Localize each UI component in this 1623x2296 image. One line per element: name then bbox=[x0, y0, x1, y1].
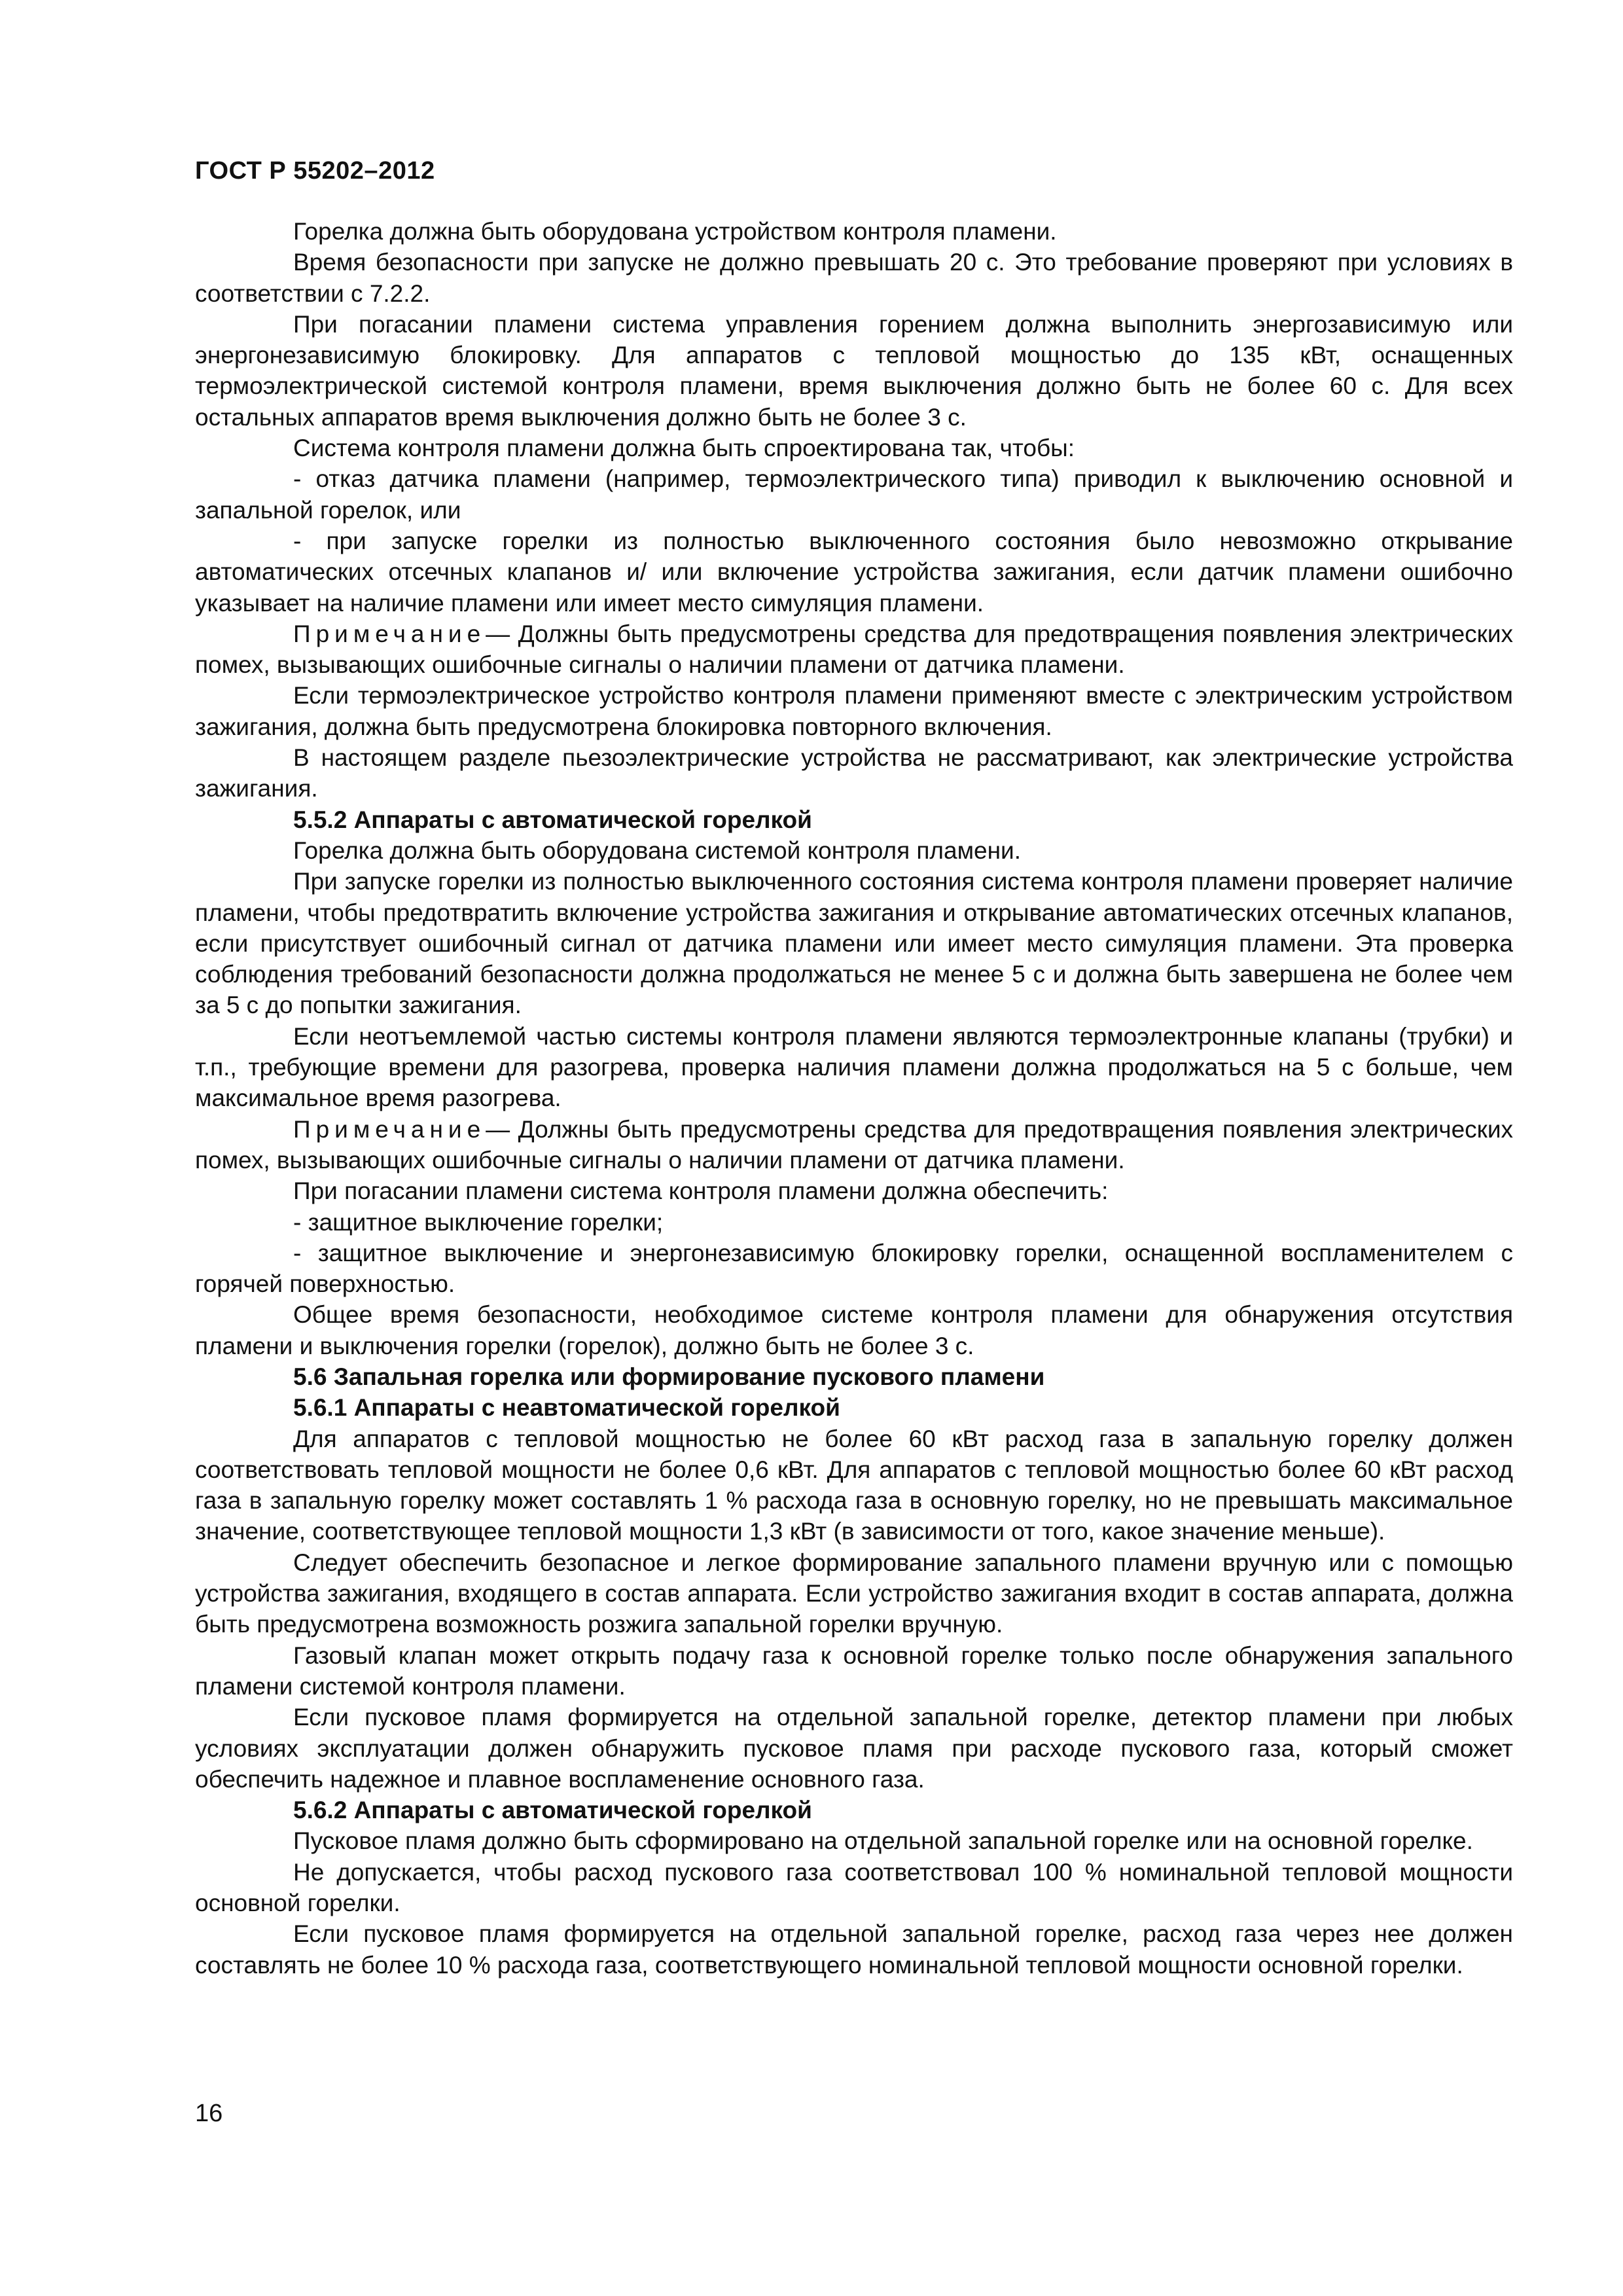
section-heading: 5.6.2 Аппараты с автоматической горелкой bbox=[293, 1797, 812, 1824]
note-text: — Должны быть предусмотрены средства для предотвращения появления электрических помех, вызывающих ошибочные сигналы о наличии пламени от датчика пламени. bbox=[195, 620, 1513, 679]
document-header: ГОСТ Р 55202–2012 bbox=[195, 157, 435, 185]
paragraph: Если пусковое пламя формируется на отдельной запальной горелке, расход газа через нее должен составлять не более 10 % расхода газа, соответствующего номинальной тепловой мощности основной горелки. bbox=[195, 1920, 1513, 1979]
section-heading: 5.6 Запальная горелка или формирование пускового пламени bbox=[293, 1363, 1045, 1390]
paragraph: При погасании пламени система управления горением должна выполнить энергозависимую или энергонезависимую блокировку. Для аппаратов с тепловой мощностью до 135 кВт, оснащенных термоэлектрической системой контроля пламени, время выключения должно быть не более 60 с. Для всех остальных аппаратов время выключения должно быть не более 3 с. bbox=[195, 310, 1513, 431]
note bbox=[195, 619, 1513, 681]
paragraph: Газовый клапан может открыть подачу газа к основной горелке только после обнаружения запального пламени системой контроля пламени. bbox=[195, 1641, 1513, 1700]
paragraph: Если неотъемлемой частью системы контроля пламени являются термоэлектронные клапаны (трубки) и т.п., требующие времени для разогрева, проверка наличия пламени должна продолжаться на 5 с больше, чем максимальное время разогрева. bbox=[195, 1022, 1513, 1112]
note-label: Примечание bbox=[293, 620, 486, 647]
paragraph: Пусковое пламя должно быть сформировано на отдельной запальной горелке или на основной горелке. bbox=[293, 1827, 1473, 1855]
note bbox=[195, 1114, 1513, 1176]
note-text: — Должны быть предусмотрены средства для предотвращения появления электрических помех, вызывающих ошибочные сигналы о наличии пламени от датчика пламени. bbox=[195, 1115, 1513, 1174]
paragraph: Горелка должна быть оборудована устройством контроля пламени. bbox=[293, 218, 1057, 245]
paragraph: Если пусковое пламя формируется на отдельной запальной горелке, детектор пламени при любых условиях эксплуатации должен обнаружить пусковое пламя при расходе пускового газа, который сможет обеспечить надежное и плавное воспламенение основного газа. bbox=[195, 1704, 1513, 1793]
document-body bbox=[195, 216, 1513, 1981]
paragraph: При запуске горелки из полностью выключенного состояния система контроля пламени проверяет наличие пламени, чтобы предотвратить включение устройства зажигания и открывание автоматических отсечных клапанов, если присутствует ошибочный сигнал от датчика пламени или имеет место симуляция пламени. Эта проверка соблюдения требований безопасности должна продолжаться не менее 5 с и должна быть завершена не более чем за 5 с до попытки зажигания. bbox=[195, 868, 1513, 1019]
paragraph: Если термоэлектрическое устройство контроля пламени применяют вместе с электрическим устройством зажигания, должна быть предусмотрена блокировка повторного включения. bbox=[195, 682, 1513, 740]
list-item: - при запуске горелки из полностью выключенного состояния было невозможно открывание автоматических отсечных клапанов и/ или включение устройства зажигания, если датчик пламени ошибочно указывает на наличие пламени или имеет место симуляция пламени. bbox=[195, 527, 1513, 617]
paragraph: При погасании пламени система контроля пламени должна обеспечить: bbox=[293, 1177, 1109, 1205]
paragraph: Общее время безопасности, необходимое системе контроля пламени для обнаружения отсутствия пламени и выключения горелки (горелок), должно быть не более 3 с. bbox=[195, 1301, 1513, 1359]
list-item: - защитное выключение горелки; bbox=[293, 1208, 664, 1236]
list-item: - отказ датчика пламени (например, термоэлектрического типа) приводил к выключению основной и запальной горелок, или bbox=[195, 465, 1513, 524]
paragraph: Для аппаратов с тепловой мощностью не более 60 кВт расход газа в запальную горелку должен соответствовать тепловой мощности не более 0,6 кВт. Для аппаратов с тепловой мощностью более 60 кВт расход газа в запальную горелку может составлять 1 % расхода газа в основную горелку, но не превышать максимальное значение, соответствующее тепловой мощности 1,3 кВт (в зависимости от того, какое значение меньше). bbox=[195, 1425, 1513, 1545]
paragraph: Не допускается, чтобы расход пускового газа соответствовал 100 % номинальной тепловой мощности основной горелки. bbox=[195, 1858, 1513, 1917]
paragraph: Система контроля пламени должна быть спроектирована так, чтобы: bbox=[293, 435, 1075, 462]
document-page bbox=[195, 0, 1513, 2296]
section-heading: 5.5.2 Аппараты с автоматической горелкой bbox=[293, 806, 812, 833]
paragraph: Горелка должна быть оборудована системой контроля пламени. bbox=[293, 836, 1021, 864]
page-number: 16 bbox=[195, 2100, 223, 2127]
section-heading: 5.6.1 Аппараты с неавтоматической горелкой bbox=[293, 1394, 840, 1422]
paragraph: В настоящем разделе пьезоэлектрические устройства не рассматривают, как электрические устройства зажигания. bbox=[195, 744, 1513, 802]
note-label: Примечание bbox=[293, 1115, 486, 1143]
paragraph: Время безопасности при запуске не должно превышать 20 с. Это требование проверяют при условиях в соответствии с 7.2.2. bbox=[195, 249, 1513, 307]
list-item: - защитное выключение и энергонезависимую блокировку горелки, оснащенной воспламенителем с горячей поверхностью. bbox=[195, 1239, 1513, 1298]
paragraph: Следует обеспечить безопасное и легкое формирование запального пламени вручную или с помощью устройства зажигания, входящего в состав аппарата. Если устройство зажигания входит в состав аппарата, должна быть предусмотрена возможность розжига запальной горелки вручную. bbox=[195, 1549, 1513, 1638]
